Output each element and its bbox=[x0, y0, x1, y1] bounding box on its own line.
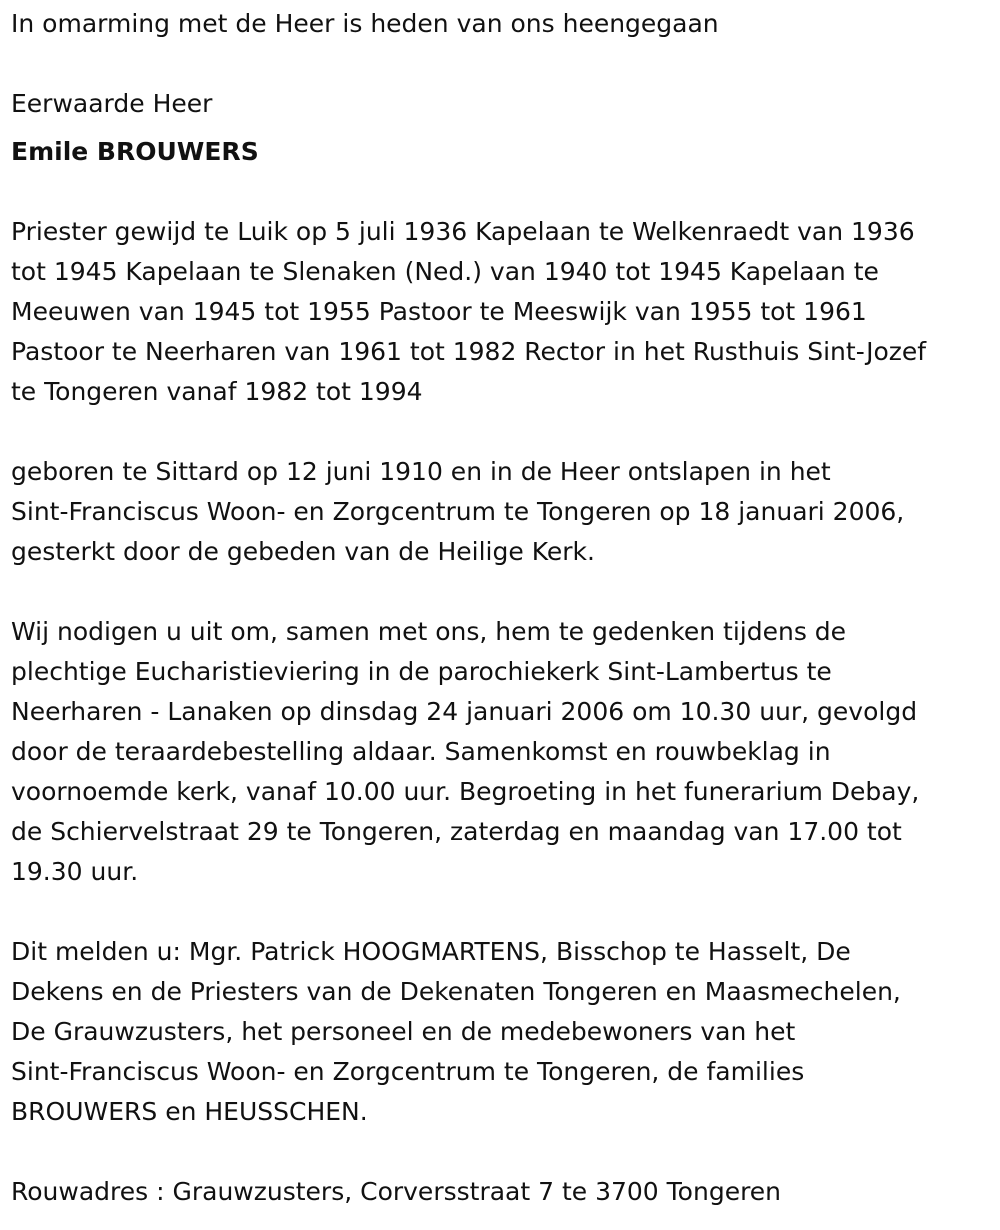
mourning-address: Rouwadres : Grauwzusters, Corversstraat 7 te 3700 Tongeren bbox=[11, 1177, 782, 1206]
invitation-line: Wij nodigen u uit om, samen met ons, hem te gedenken tijdens de bbox=[11, 617, 847, 646]
announcers-line: Dit melden u: Mgr. Patrick HOOGMARTENS, Bisschop te Hasselt, De bbox=[11, 937, 851, 966]
invitation-line: door de teraardebestelling aldaar. Samenkomst en rouwbeklag in bbox=[11, 737, 831, 766]
birth-death-line: Sint-Franciscus Woon- en Zorgcentrum te Tongeren op 18 januari 2006, bbox=[11, 497, 905, 526]
honorific-title: Eerwaarde Heer bbox=[11, 89, 213, 118]
announcers-line: Dekens en de Priesters van de Dekenaten Tongeren en Maasmechelen, bbox=[11, 977, 901, 1006]
spacer bbox=[11, 572, 991, 612]
intro-line: In omarming met de Heer is heden van ons heengegaan bbox=[11, 9, 719, 38]
career-line: Pastoor te Neerharen van 1961 tot 1982 Rector in het Rusthuis Sint-Jozef bbox=[11, 337, 927, 366]
spacer bbox=[11, 44, 991, 84]
spacer bbox=[11, 172, 991, 212]
invitation-line: 19.30 uur. bbox=[11, 857, 139, 886]
career-line: tot 1945 Kapelaan te Slenaken (Ned.) van 1940 tot 1945 Kapelaan te bbox=[11, 257, 879, 286]
announcers-line: Sint-Franciscus Woon- en Zorgcentrum te Tongeren, de families bbox=[11, 1057, 805, 1086]
deceased-name: Emile BROUWERS bbox=[11, 137, 259, 166]
career-line: te Tongeren vanaf 1982 tot 1994 bbox=[11, 377, 423, 406]
career-line: Priester gewijd te Luik op 5 juli 1936 Kapelaan te Welkenraedt van 1936 bbox=[11, 217, 915, 246]
spacer bbox=[11, 412, 991, 452]
announcers-paragraph bbox=[11, 932, 991, 1132]
invitation-line: Neerharen - Lanaken op dinsdag 24 januari 2006 om 10.30 uur, gevolgd bbox=[11, 697, 918, 726]
birth-death-line: gesterkt door de gebeden van de Heilige Kerk. bbox=[11, 537, 595, 566]
spacer bbox=[11, 892, 991, 932]
birth-death-line: geboren te Sittard op 12 juni 1910 en in de Heer ontslapen in het bbox=[11, 457, 831, 486]
announcers-line: BROUWERS en HEUSSCHEN. bbox=[11, 1097, 368, 1126]
invitation-line: voornoemde kerk, vanaf 10.00 uur. Begroeting in het funerarium Debay, bbox=[11, 777, 920, 806]
career-line: Meeuwen van 1945 tot 1955 Pastoor te Meeswijk van 1955 tot 1961 bbox=[11, 297, 867, 326]
birth-death-paragraph bbox=[11, 452, 991, 572]
career-paragraph bbox=[11, 212, 991, 412]
invitation-paragraph bbox=[11, 612, 991, 892]
invitation-line: plechtige Eucharistieviering in de parochiekerk Sint-Lambertus te bbox=[11, 657, 832, 686]
invitation-line: de Schiervelstraat 29 te Tongeren, zaterdag en maandag van 17.00 tot bbox=[11, 817, 902, 846]
obituary-document bbox=[11, 4, 991, 1212]
announcers-line: De Grauwzusters, het personeel en de medebewoners van het bbox=[11, 1017, 796, 1046]
spacer bbox=[11, 1132, 991, 1172]
